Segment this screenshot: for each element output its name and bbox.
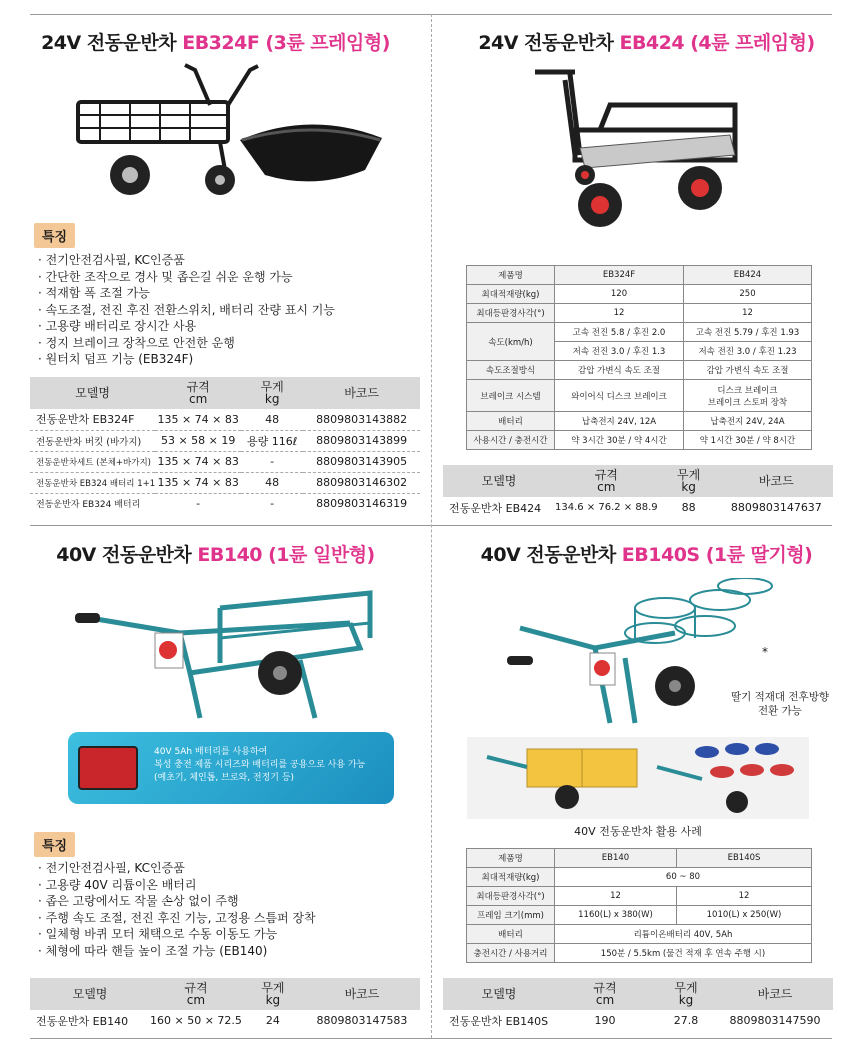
col-weight: 무게 kg	[242, 978, 304, 1010]
eb140-cart-image	[70, 578, 390, 723]
feature-item: · 주행 속도 조절, 전진 후진 기능, 고정용 스틈퍼 장착	[38, 910, 418, 927]
table-row: 전동운반차 EB324 배터리 1+1 135 × 74 × 83 48 8809803146302	[30, 472, 420, 493]
center-divider	[431, 14, 432, 1038]
eb324f-feature-badge: 특징	[34, 223, 75, 248]
eb140s-usage-photo	[467, 737, 809, 819]
col-model: 모델명	[30, 978, 150, 1010]
eb140-title: 40V 전동운반차 EB140 (1륜 일반형)	[56, 544, 375, 566]
eb140-battery-banner: 40V 5Ah 배터리를 사용하여 복성 충전 제품 시리즈와 배터리를 공용으로 사용 가능 (예초기, 체인톱, 브로와, 전정기 등)	[68, 732, 394, 804]
col-weight: 무게 kg	[655, 978, 717, 1010]
table-row: 전동운반차 EB424 134.6 × 76.2 × 88.9 88 8809803147637	[449, 501, 822, 515]
col-barcode: 바코드	[304, 978, 420, 1010]
feature-item: · 정지 브레이크 장착으로 안전한 운행	[38, 335, 418, 352]
feature-item: · 전기안전검사필, KC인증품	[38, 252, 418, 269]
col-model: 모델명	[443, 465, 555, 497]
table-row: 전동운반차세트 (본체+바가지) 135 × 74 × 83 - 8809803143905	[30, 451, 420, 472]
feature-item: · 간단한 조작으로 경사 및 좁은길 쉬운 운행 가능	[38, 269, 418, 286]
feature-item: · 전기안전검사필, KC인증품	[38, 860, 418, 877]
col-weight: 무게 kg	[658, 465, 720, 497]
col-size: 규격 cm	[150, 978, 242, 1010]
eb140-feature-badge: 특징	[34, 832, 75, 857]
table-row: 전동운반차 EB140 160 × 50 × 72.5 24 8809803147583	[36, 1014, 408, 1028]
eb424-model-table	[443, 465, 833, 518]
col-barcode: 바코드	[303, 377, 420, 409]
feature-item: · 원터치 덤프 기능 (EB324F)	[38, 351, 418, 368]
eb140s-spec-table: 제품명 EB140 EB140S 최대적재량(kg) 60 ~ 80 최대등판경사각(°) 12 12 프레임 크기(mm) 1160(L) x 380(W) 1010(L) x 250(W) 배터리 리튬이온배터리 40V, 5Ah 충전시간 / 사용거리 150분 / 5.5km (물건 적재 후 연속 주행 시)	[466, 848, 812, 963]
eb140-feature-list	[38, 860, 418, 959]
col-size: 규격 cm	[555, 978, 655, 1010]
col-model: 모델명	[30, 377, 155, 409]
eb424-cart-image	[520, 60, 750, 235]
col-size: 규격 cm	[555, 465, 658, 497]
feature-item: · 적재함 폭 조절 가능	[38, 285, 418, 302]
feature-item: · 좁은 고랑에서도 작물 손상 없이 주행	[38, 893, 418, 910]
feature-item: · 체형에 따라 핸들 높이 조절 가능 (EB140)	[38, 943, 418, 960]
bottom-rule	[30, 1038, 832, 1039]
eb140s-model-table	[443, 978, 833, 1031]
col-weight: 무게 kg	[241, 377, 303, 409]
eb140s-note-star: *	[762, 645, 768, 659]
eb324f-feature-list	[38, 252, 418, 368]
table-row: 전동운반차 EB324F 135 × 74 × 83 48 8809803143882	[30, 409, 420, 430]
col-model: 모델명	[443, 978, 555, 1010]
eb140-model-table	[30, 978, 420, 1031]
eb324f-title: 24V 전동운반차 EB324F (3륜 프레임형)	[41, 32, 390, 54]
eb140s-title: 40V 전동운반차 EB140S (1륜 딸기형)	[480, 544, 813, 566]
feature-item: · 고용량 40V 리튬이온 배터리	[38, 877, 418, 894]
table-row: 전동운반자 EB324 배터리 - - 8809803146319	[36, 497, 408, 511]
col-barcode: 바코드	[717, 978, 833, 1010]
eb324f-cart-image	[60, 60, 390, 200]
feature-item: · 일체형 바퀴 모터 채택으로 수동 이동도 가능	[38, 926, 418, 943]
feature-item: · 고용량 배터리로 장시간 사용	[38, 318, 418, 335]
eb424-title: 24V 전동운반차 EB424 (4륜 프레임형)	[478, 32, 815, 54]
col-barcode: 바코드	[720, 465, 833, 497]
eb424-spec-table: 제품명 EB324F EB424 최대적재량(kg) 120 250 최대등판경사각(°) 12 12 속도(km/h) 고속 전진 5.8 / 후진 2.0 고속 전진 5.79 / 후진 1.93 저속 전진 3.0 / 후진 1.3 저속 전진 3.0 / 후진 1.23 속도조절방식 감압 가변식 속도 조절 감압 가변식 속도 조절 브레이크 시스템 와이어식 디스크 브레이크 디스크 브레이크 브레이크 스토퍼 장착 배터리 납축전지 24V, 12A 납축전지 24V, 24A 사용시간 / 충전시간 약 3시간 30분 / 약 4시간 약 1시간 30분 / 약 8시간	[466, 265, 812, 450]
feature-item: · 속도조절, 전진 후진 전환스위치, 배터리 잔량 표시 기능	[38, 302, 418, 319]
battery-icon	[78, 746, 138, 790]
table-row: 전동운반차 버킷 (바가지) 53 × 58 × 19 용량 116ℓ 8809803143899	[30, 430, 420, 451]
eb140s-usage-caption: 40V 전동운반차 활용 사례	[574, 825, 702, 838]
eb324f-model-table	[30, 377, 420, 514]
col-size: 규격 cm	[155, 377, 241, 409]
eb140s-note: 딸기 적재대 전후방향 전환 가능	[731, 691, 829, 717]
table-row: 전동운반차 EB140S 190 27.8 8809803147590	[449, 1014, 821, 1028]
